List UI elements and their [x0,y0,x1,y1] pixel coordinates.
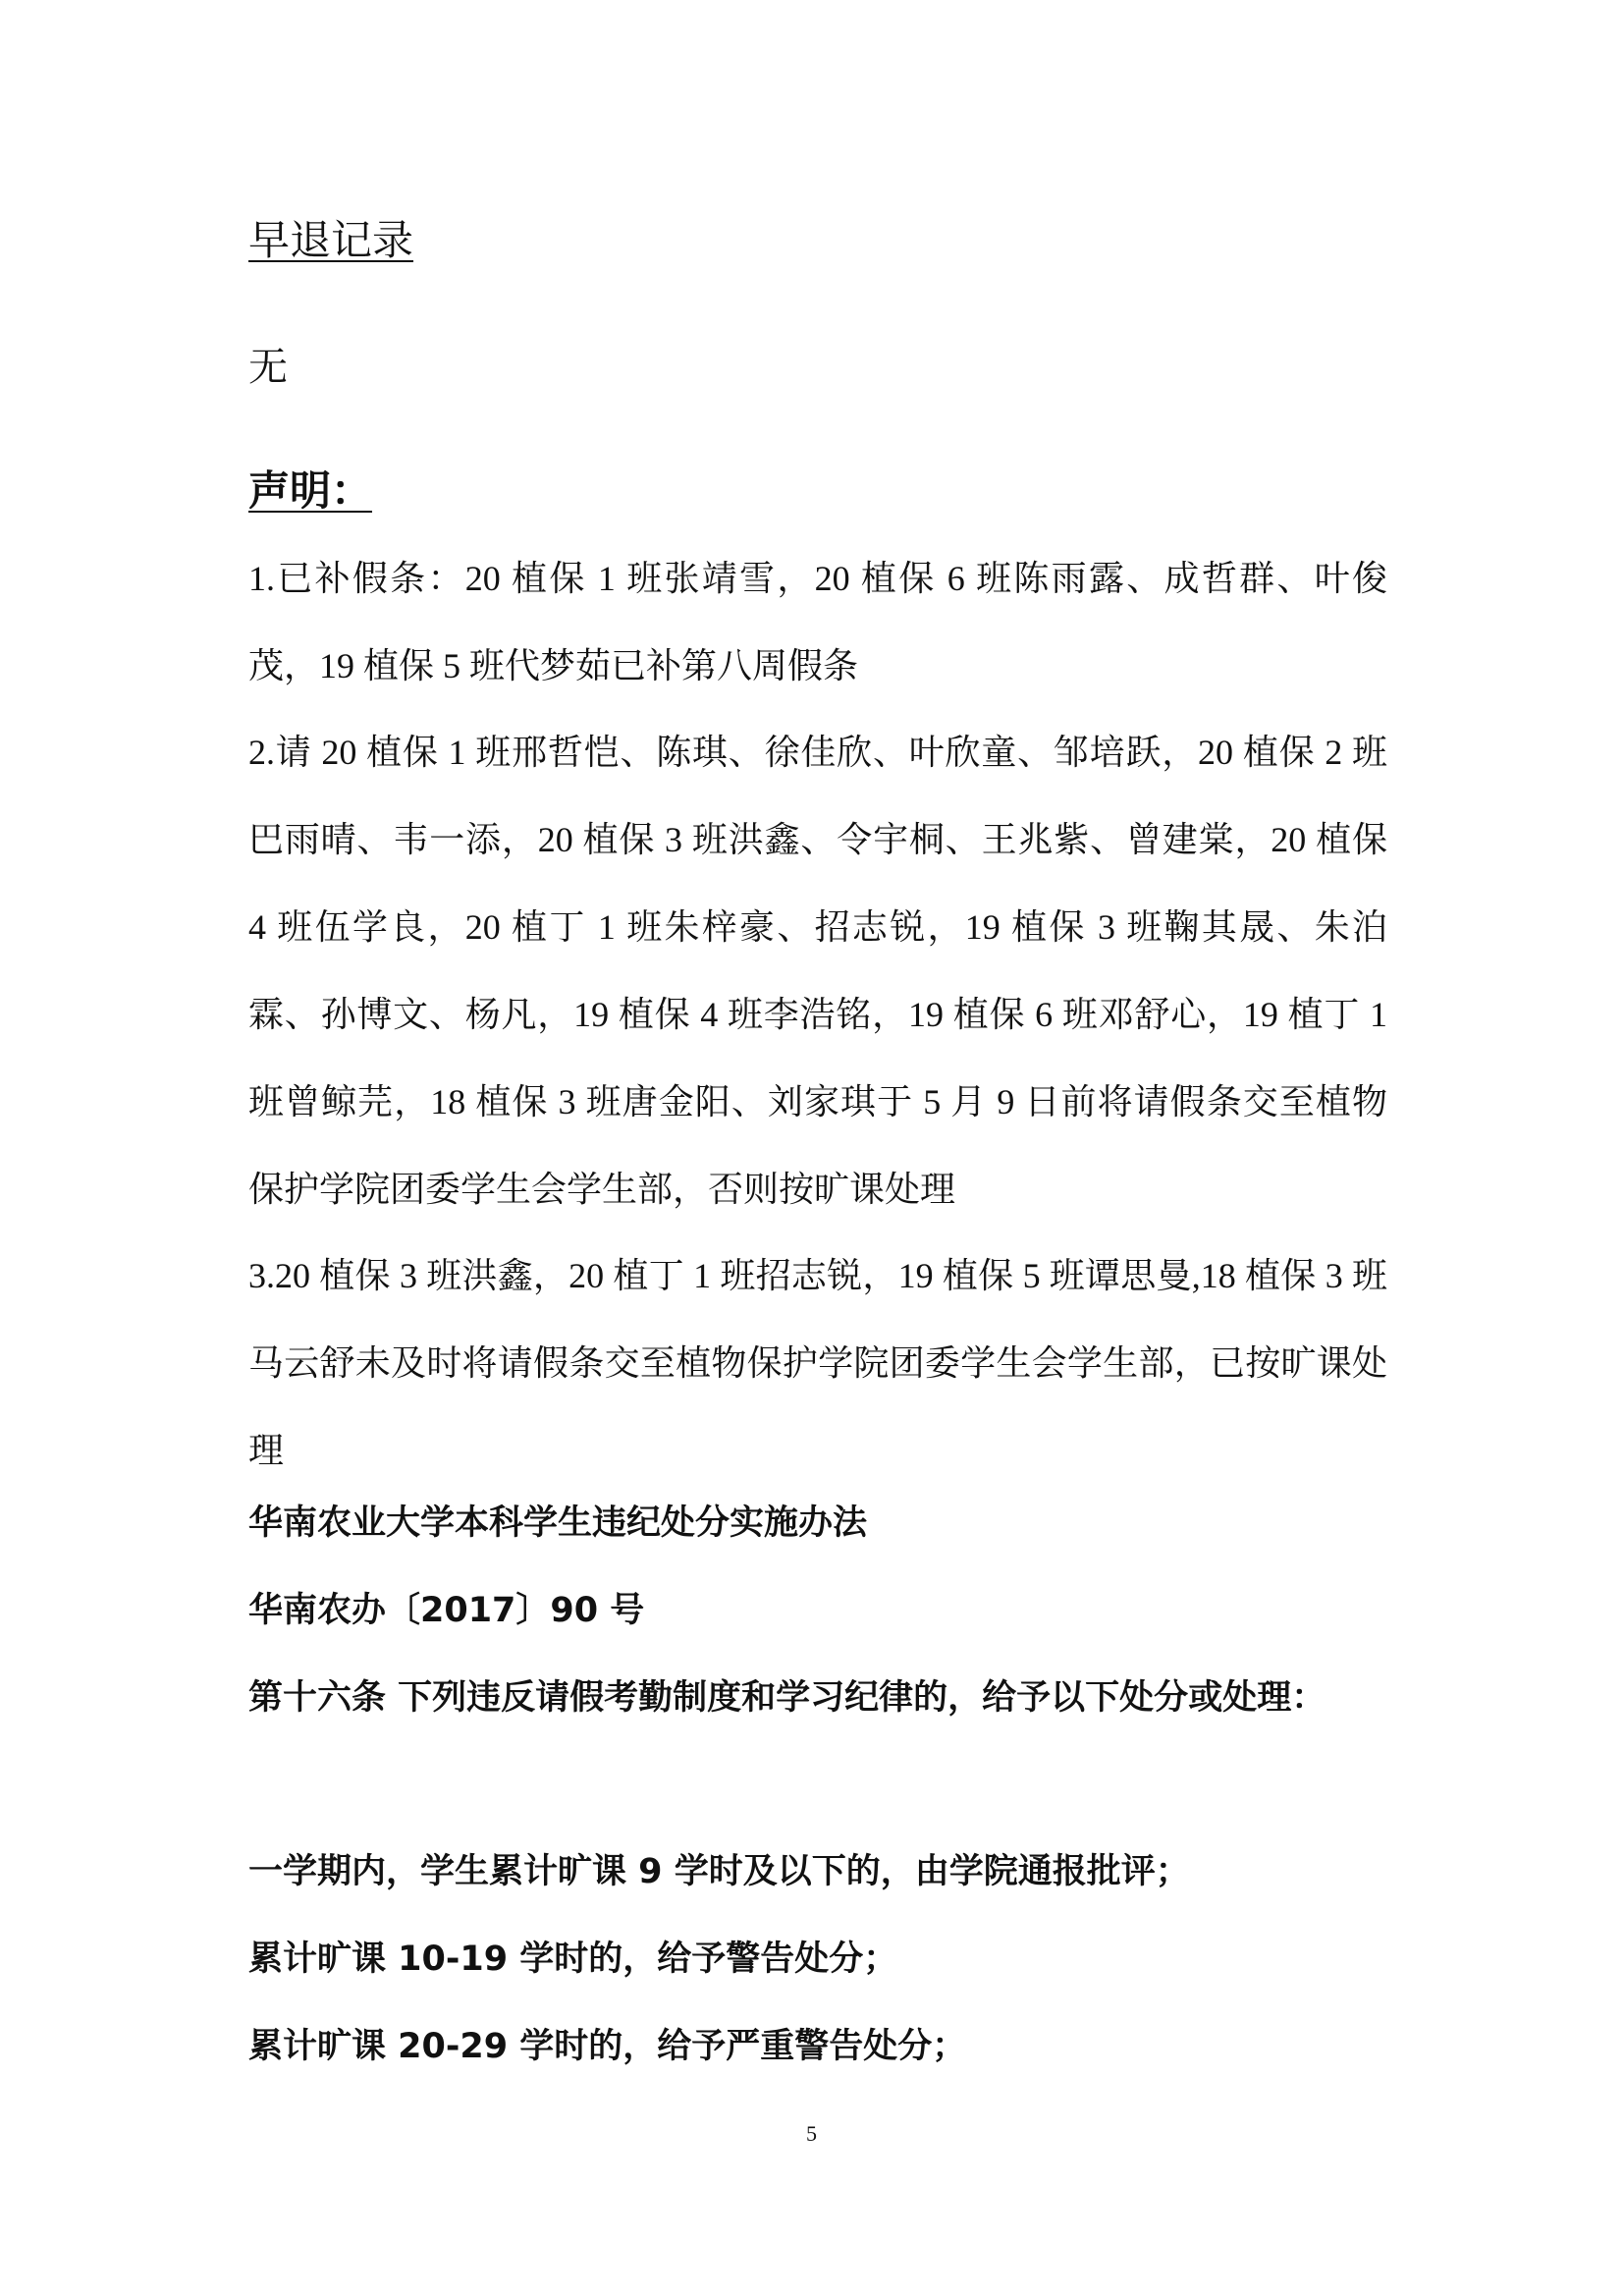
statement-item-1: 1.已补假条：20 植保 1 班张靖雪，20 植保 6 班陈雨露、成哲群、叶俊茂，19 植保 5 班代梦茹已补第八周假条 [248,559,1387,685]
regulation-rule-1: 一学期内，学生累计旷课 9 学时及以下的，由学院通报批评； [248,1852,1190,1891]
regulation-title: 华南农业大学本科学生违纪处分实施办法 [248,1503,868,1543]
statement-heading: 声明： [248,466,373,515]
regulation-rule-2: 累计旷课 10-19 学时的，给予警告处分； [248,1940,898,1979]
regulation-doc-number: 华南农办〔2017〕90 号 [248,1591,645,1630]
early-leave-heading: 早退记录 [248,219,414,264]
regulation-article: 第十六条 下列违反请假考勤制度和学习纪律的，给予以下处分或处理： [248,1678,1326,1718]
early-leave-content: 无 [248,345,288,389]
regulation-rule-3: 累计旷课 20-29 学时的，给予严重警告处分； [248,2027,967,2066]
page-number: 5 [806,2121,817,2146]
statement-item-3: 3.20 植保 3 班洪鑫，20 植丁 1 班招志锐，19 植保 5 班谭思曼,18 植保 3 班马云舒未及时将请假条交至植物保护学院团委学生会学生部，已按旷课处理 [248,1256,1387,1470]
statement-item-2: 2.请 20 植保 1 班邢哲恺、陈琪、徐佳欣、叶欣童、邹培跃，20 植保 2 班巴雨晴、韦一添，20 植保 3 班洪鑫、令宇桐、王兆紫、曾建棠，20 植保 4 班伍学良，20 植丁 1 班朱梓豪、招志锐，19 植保 3 班鞠其晟、朱泊霖、孙博文、杨凡，19 植保 4 班李浩铭，19 植保 6 班邓舒心，19 植丁 1 班曾鲸芫，18 植保 3 班唐金阳、刘家琪于 5 月 9 日前将请假条交至植物保护学院团委学生会学生部，否则按旷课处理 [248,733,1387,1209]
